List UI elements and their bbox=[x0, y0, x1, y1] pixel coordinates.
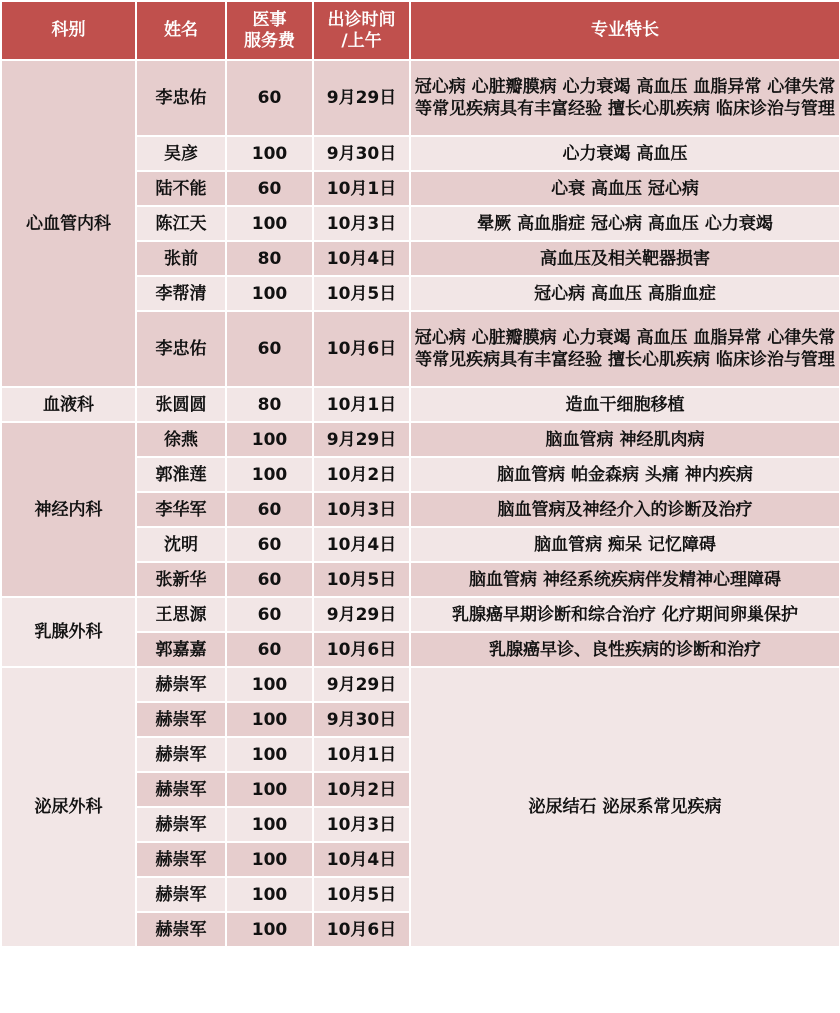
doctor-fee: 60 bbox=[226, 562, 313, 597]
doctor-fee: 100 bbox=[226, 276, 313, 311]
doctor-fee: 100 bbox=[226, 136, 313, 171]
clinic-date: 9月29日 bbox=[313, 667, 410, 702]
doctor-fee: 100 bbox=[226, 702, 313, 737]
clinic-date: 10月1日 bbox=[313, 171, 410, 206]
doctor-specialty: 造血干细胞移植 bbox=[410, 387, 840, 422]
header-time bbox=[313, 1, 410, 60]
doctor-name: 徐燕 bbox=[136, 422, 226, 457]
clinic-date: 10月5日 bbox=[313, 562, 410, 597]
clinic-date: 10月3日 bbox=[313, 206, 410, 241]
clinic-date: 10月2日 bbox=[313, 457, 410, 492]
doctor-fee: 60 bbox=[226, 527, 313, 562]
header-specialty: 专业特长 bbox=[410, 1, 840, 60]
doctor-fee: 100 bbox=[226, 206, 313, 241]
doctor-fee: 80 bbox=[226, 387, 313, 422]
doctor-fee: 100 bbox=[226, 772, 313, 807]
doctor-name: 吴彦 bbox=[136, 136, 226, 171]
clinic-date: 10月3日 bbox=[313, 492, 410, 527]
header-fee-label: 医事 服务费 bbox=[244, 9, 295, 51]
doctor-name: 赫崇军 bbox=[136, 737, 226, 772]
doctor-specialty: 冠心病 心脏瓣膜病 心力衰竭 高血压 血脂异常 心律失常等常见疾病具有丰富经验 擅长心肌疾病 临床诊治与管理 bbox=[410, 60, 840, 136]
clinic-date: 9月29日 bbox=[313, 422, 410, 457]
header-fee bbox=[226, 1, 313, 60]
doctor-fee: 60 bbox=[226, 311, 313, 387]
doctor-name: 赫崇军 bbox=[136, 842, 226, 877]
dept-neurology: 神经内科 bbox=[1, 422, 136, 597]
doctor-name: 张新华 bbox=[136, 562, 226, 597]
doctor-specialty: 高血压及相关靶器损害 bbox=[410, 241, 840, 276]
doctor-fee: 100 bbox=[226, 422, 313, 457]
clinic-date: 10月6日 bbox=[313, 912, 410, 947]
header-dept: 科别 bbox=[1, 1, 136, 60]
doctor-name: 赫崇军 bbox=[136, 667, 226, 702]
doctor-fee: 60 bbox=[226, 60, 313, 136]
clinic-date: 9月29日 bbox=[313, 597, 410, 632]
table-row bbox=[1, 667, 840, 702]
clinic-date: 10月5日 bbox=[313, 276, 410, 311]
table-row bbox=[1, 597, 840, 632]
clinic-date: 10月4日 bbox=[313, 527, 410, 562]
doctor-specialty: 脑血管病及神经介入的诊断及治疗 bbox=[410, 492, 840, 527]
doctor-fee: 100 bbox=[226, 912, 313, 947]
doctor-name: 李华军 bbox=[136, 492, 226, 527]
table-row bbox=[1, 387, 840, 422]
doctor-fee: 60 bbox=[226, 632, 313, 667]
doctor-fee: 100 bbox=[226, 807, 313, 842]
doctor-name: 李帮清 bbox=[136, 276, 226, 311]
doctor-name: 陈江天 bbox=[136, 206, 226, 241]
doctor-fee: 60 bbox=[226, 492, 313, 527]
clinic-date: 10月3日 bbox=[313, 807, 410, 842]
doctor-name: 张前 bbox=[136, 241, 226, 276]
clinic-date: 10月2日 bbox=[313, 772, 410, 807]
doctor-name: 张圆圆 bbox=[136, 387, 226, 422]
doctor-fee: 60 bbox=[226, 597, 313, 632]
doctor-specialty: 脑血管病 痴呆 记忆障碍 bbox=[410, 527, 840, 562]
dept-urology: 泌尿外科 bbox=[1, 667, 136, 947]
clinic-date: 10月5日 bbox=[313, 877, 410, 912]
table-row bbox=[1, 60, 840, 136]
doctor-name: 赫崇军 bbox=[136, 772, 226, 807]
schedule-body bbox=[1, 60, 840, 947]
doctor-specialty: 脑血管病 神经肌肉病 bbox=[410, 422, 840, 457]
doctor-specialty: 脑血管病 神经系统疾病伴发精神心理障碍 bbox=[410, 562, 840, 597]
clinic-date: 10月6日 bbox=[313, 632, 410, 667]
urology-specialty: 泌尿结石 泌尿系常见疾病 bbox=[410, 667, 840, 947]
clinic-date: 10月1日 bbox=[313, 387, 410, 422]
doctor-fee: 100 bbox=[226, 737, 313, 772]
doctor-specialty: 冠心病 高血压 高脂血症 bbox=[410, 276, 840, 311]
doctor-fee: 60 bbox=[226, 171, 313, 206]
dept-hematology: 血液科 bbox=[1, 387, 136, 422]
doctor-specialty: 冠心病 心脏瓣膜病 心力衰竭 高血压 血脂异常 心律失常等常见疾病具有丰富经验 擅长心肌疾病 临床诊治与管理 bbox=[410, 311, 840, 387]
doctor-name: 赫崇军 bbox=[136, 807, 226, 842]
doctor-specialty: 脑血管病 帕金森病 头痛 神内疾病 bbox=[410, 457, 840, 492]
doctor-specialty: 心力衰竭 高血压 bbox=[410, 136, 840, 171]
doctor-fee: 80 bbox=[226, 241, 313, 276]
doctor-name: 李忠佑 bbox=[136, 311, 226, 387]
header-row bbox=[1, 1, 840, 60]
doctor-specialty: 乳腺癌早诊、良性疾病的诊断和治疗 bbox=[410, 632, 840, 667]
clinic-date: 9月30日 bbox=[313, 136, 410, 171]
doctor-fee: 100 bbox=[226, 457, 313, 492]
doctor-fee: 100 bbox=[226, 877, 313, 912]
clinic-date: 9月30日 bbox=[313, 702, 410, 737]
doctor-fee: 100 bbox=[226, 667, 313, 702]
dept-cardiology: 心血管内科 bbox=[1, 60, 136, 387]
header-time-label: 出诊时间 /上午 bbox=[327, 9, 396, 51]
doctor-name: 赫崇军 bbox=[136, 702, 226, 737]
clinic-date: 10月1日 bbox=[313, 737, 410, 772]
doctor-specialty: 乳腺癌早期诊断和综合治疗 化疗期间卵巢保护 bbox=[410, 597, 840, 632]
doctor-name: 李忠佑 bbox=[136, 60, 226, 136]
doctor-name: 赫崇军 bbox=[136, 912, 226, 947]
doctor-name: 王思源 bbox=[136, 597, 226, 632]
dept-breast-surgery: 乳腺外科 bbox=[1, 597, 136, 667]
clinic-date: 10月4日 bbox=[313, 842, 410, 877]
doctor-specialty: 心衰 高血压 冠心病 bbox=[410, 171, 840, 206]
clinic-date: 9月29日 bbox=[313, 60, 410, 136]
doctor-fee: 100 bbox=[226, 842, 313, 877]
clinic-date: 10月6日 bbox=[313, 311, 410, 387]
doctor-name: 陆不能 bbox=[136, 171, 226, 206]
doctor-name: 郭嘉嘉 bbox=[136, 632, 226, 667]
doctor-name: 郭淮莲 bbox=[136, 457, 226, 492]
doctor-name: 赫崇军 bbox=[136, 877, 226, 912]
clinic-date: 10月4日 bbox=[313, 241, 410, 276]
doctor-specialty: 晕厥 高血脂症 冠心病 高血压 心力衰竭 bbox=[410, 206, 840, 241]
table-row bbox=[1, 422, 840, 457]
doctor-name: 沈明 bbox=[136, 527, 226, 562]
header-name: 姓名 bbox=[136, 1, 226, 60]
